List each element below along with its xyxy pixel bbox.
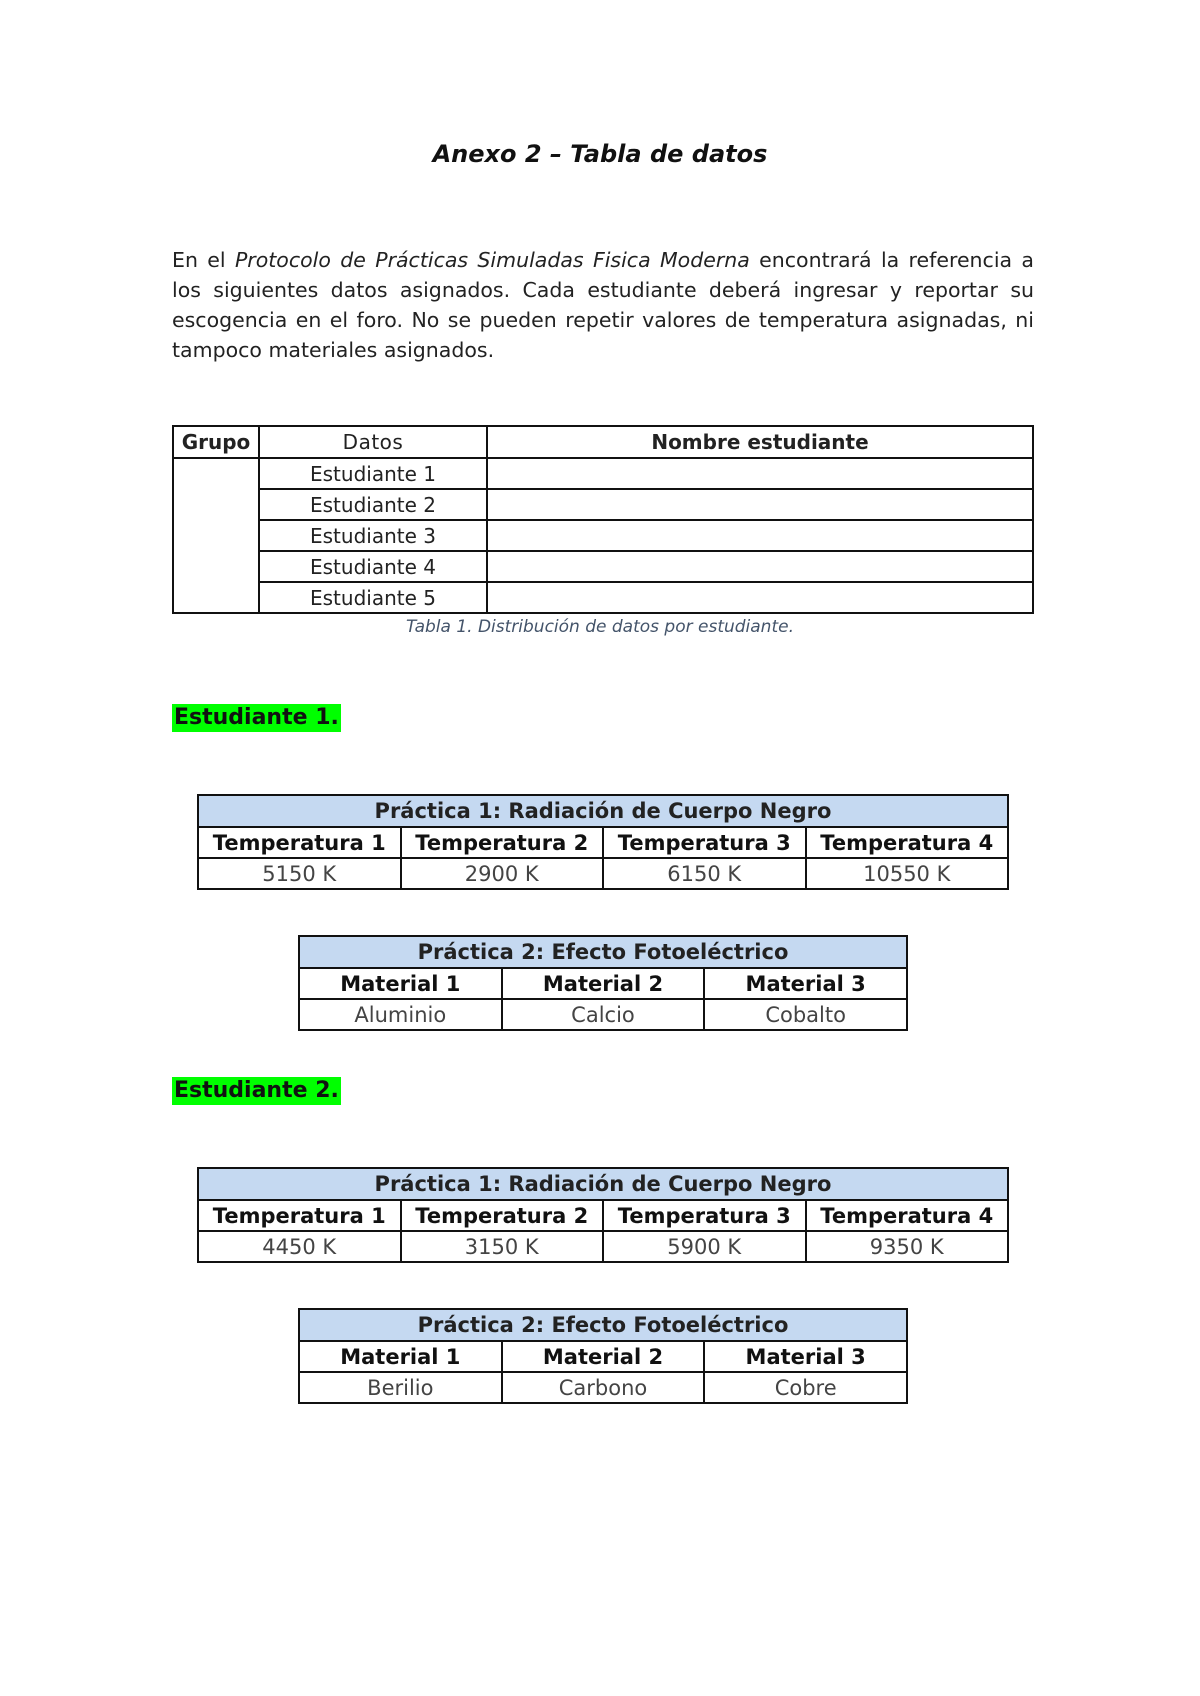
table-row [173, 551, 1033, 582]
temperature-2-header: Temperatura 2 [401, 1200, 604, 1231]
student-name-cell[interactable] [487, 551, 1033, 582]
material-2-header: Material 2 [502, 1341, 705, 1372]
student-1-practice-1-table [197, 794, 1009, 890]
student-name-cell[interactable] [487, 520, 1033, 551]
table-row [173, 520, 1033, 551]
intro-text-start: En el [172, 248, 235, 272]
estudiante-label: Estudiante 4 [259, 551, 487, 582]
group-table-header [173, 426, 1033, 458]
student-1-heading: Estudiante 1. [174, 705, 339, 730]
intro-paragraph [172, 245, 1034, 365]
grupo-cell[interactable] [173, 458, 259, 613]
document-title: Anexo 2 – Tabla de datos [432, 140, 768, 168]
material-1-header: Material 1 [299, 1341, 502, 1372]
estudiante-label: Estudiante 5 [259, 582, 487, 613]
practice-1-title: Práctica 1: Radiación de Cuerpo Negro [198, 1168, 1008, 1200]
intro-text-end: encontrará la referencia a los siguientes datos asignados. Cada estudiante deberá ingresar y reportar su escogencia en el foro. No se pueden repetir valores de temperatura asignadas, ni tampoco materiales asignados. [172, 248, 1034, 362]
header-datos: Datos [259, 426, 487, 458]
temperature-2-value: 3150 K [401, 1231, 604, 1262]
student-2-practice-2-table [298, 1308, 908, 1404]
temperature-1-header: Temperatura 1 [198, 827, 401, 858]
table-row [173, 489, 1033, 520]
student-name-cell[interactable] [487, 489, 1033, 520]
student-2-heading: Estudiante 2. [174, 1078, 339, 1103]
estudiante-label: Estudiante 3 [259, 520, 487, 551]
material-2-header: Material 2 [502, 968, 705, 999]
protocol-name: Protocolo de Prácticas Simuladas Fisica Moderna [234, 248, 750, 272]
practice-2-title: Práctica 2: Efecto Fotoeléctrico [299, 936, 907, 968]
table-row [173, 582, 1033, 613]
practice-2-title: Práctica 2: Efecto Fotoeléctrico [299, 1309, 907, 1341]
estudiante-label: Estudiante 1 [259, 458, 487, 489]
temperature-3-value: 5900 K [603, 1231, 806, 1262]
temperature-3-value: 6150 K [603, 858, 806, 889]
group-table [172, 425, 1034, 614]
material-1-value: Berilio [299, 1372, 502, 1403]
material-3-header: Material 3 [704, 968, 907, 999]
table-row [173, 458, 1033, 489]
temperature-2-value: 2900 K [401, 858, 604, 889]
material-2-value: Carbono [502, 1372, 705, 1403]
temperature-3-header: Temperatura 3 [603, 827, 806, 858]
student-1-practice-2-table [298, 935, 908, 1031]
temperature-4-value: 10550 K [806, 858, 1009, 889]
student-2-practice-1-table [197, 1167, 1009, 1263]
material-3-value: Cobalto [704, 999, 907, 1030]
estudiante-label: Estudiante 2 [259, 489, 487, 520]
table-caption: Tabla 1. Distribución de datos por estudiante. [405, 617, 794, 637]
material-1-header: Material 1 [299, 968, 502, 999]
header-grupo: Grupo [173, 426, 259, 458]
temperature-1-value: 5150 K [198, 858, 401, 889]
student-name-cell[interactable] [487, 582, 1033, 613]
material-1-value: Aluminio [299, 999, 502, 1030]
temperature-4-header: Temperatura 4 [806, 827, 1009, 858]
student-name-cell[interactable] [487, 458, 1033, 489]
material-2-value: Calcio [502, 999, 705, 1030]
material-3-value: Cobre [704, 1372, 907, 1403]
temperature-3-header: Temperatura 3 [603, 1200, 806, 1231]
temperature-4-header: Temperatura 4 [806, 1200, 1009, 1231]
material-3-header: Material 3 [704, 1341, 907, 1372]
temperature-2-header: Temperatura 2 [401, 827, 604, 858]
header-nombre-estudiante: Nombre estudiante [487, 426, 1033, 458]
temperature-1-value: 4450 K [198, 1231, 401, 1262]
practice-1-title: Práctica 1: Radiación de Cuerpo Negro [198, 795, 1008, 827]
temperature-1-header: Temperatura 1 [198, 1200, 401, 1231]
temperature-4-value: 9350 K [806, 1231, 1009, 1262]
